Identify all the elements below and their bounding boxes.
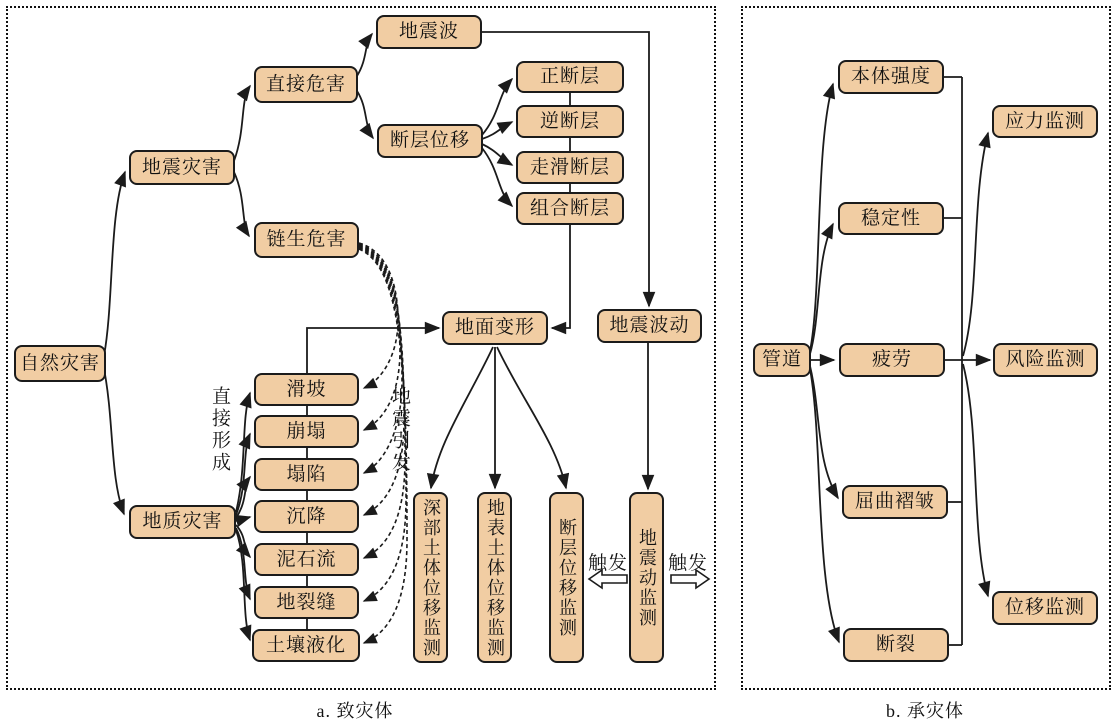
node-chain-hazard: 链生危害 <box>254 222 359 258</box>
caption-panel-a: a. 致灾体 <box>316 701 394 721</box>
node-surface-soil-displacement-monitoring: 地表土体位移监测 <box>477 492 512 663</box>
node-direct-hazard: 直接危害 <box>254 66 358 103</box>
node-landslide: 滑坡 <box>254 373 359 406</box>
label-trigger-right: 触发 <box>667 553 708 574</box>
node-fault-displacement: 断层位移 <box>377 124 483 158</box>
node-soil-liquefaction: 土壤液化 <box>252 629 360 662</box>
node-earthquake-disaster: 地震灾害 <box>129 150 235 185</box>
node-seismic-wave: 地震波 <box>376 15 482 49</box>
node-ground-fissure: 地裂缝 <box>254 586 359 619</box>
node-natural-disaster: 自然灾害 <box>14 345 106 382</box>
node-body-strength: 本体强度 <box>838 60 944 94</box>
node-stability: 稳定性 <box>838 202 944 235</box>
node-ground-deformation: 地面变形 <box>442 311 548 345</box>
node-subsidence: 塌陷 <box>254 458 359 491</box>
node-fault-displacement-monitoring: 断层位移监测 <box>549 492 584 663</box>
node-deep-soil-displacement-monitoring: 深部土体位移监测 <box>413 492 448 663</box>
label-earthquake-induced: 地震引发 <box>389 386 410 474</box>
node-fracture: 断裂 <box>843 628 949 662</box>
node-seismic-motion-monitoring: 地震动监测 <box>629 492 664 663</box>
node-collapse: 崩塌 <box>254 415 359 448</box>
node-settlement: 沉降 <box>254 500 359 533</box>
node-risk-monitoring: 风险监测 <box>993 343 1098 377</box>
node-stress-monitoring: 应力监测 <box>992 105 1098 138</box>
node-reverse-fault: 逆断层 <box>516 105 624 138</box>
node-displacement-monitoring: 位移监测 <box>992 591 1098 625</box>
node-normal-fault: 正断层 <box>516 61 624 93</box>
caption-panel-b: b. 承灾体 <box>886 701 964 721</box>
node-buckling-wrinkle: 屈曲褶皱 <box>842 485 948 519</box>
node-geological-disaster: 地质灾害 <box>129 505 236 539</box>
node-strike-slip-fault: 走滑断层 <box>516 151 624 184</box>
label-direct-formation: 直接形成 <box>209 386 230 474</box>
node-debris-flow: 泥石流 <box>254 543 359 576</box>
node-seismic-wave-motion: 地震波动 <box>597 309 702 343</box>
node-fatigue: 疲劳 <box>839 343 945 377</box>
node-combined-fault: 组合断层 <box>516 192 624 225</box>
label-trigger-left: 触发 <box>587 553 628 574</box>
node-pipeline: 管道 <box>753 343 811 377</box>
